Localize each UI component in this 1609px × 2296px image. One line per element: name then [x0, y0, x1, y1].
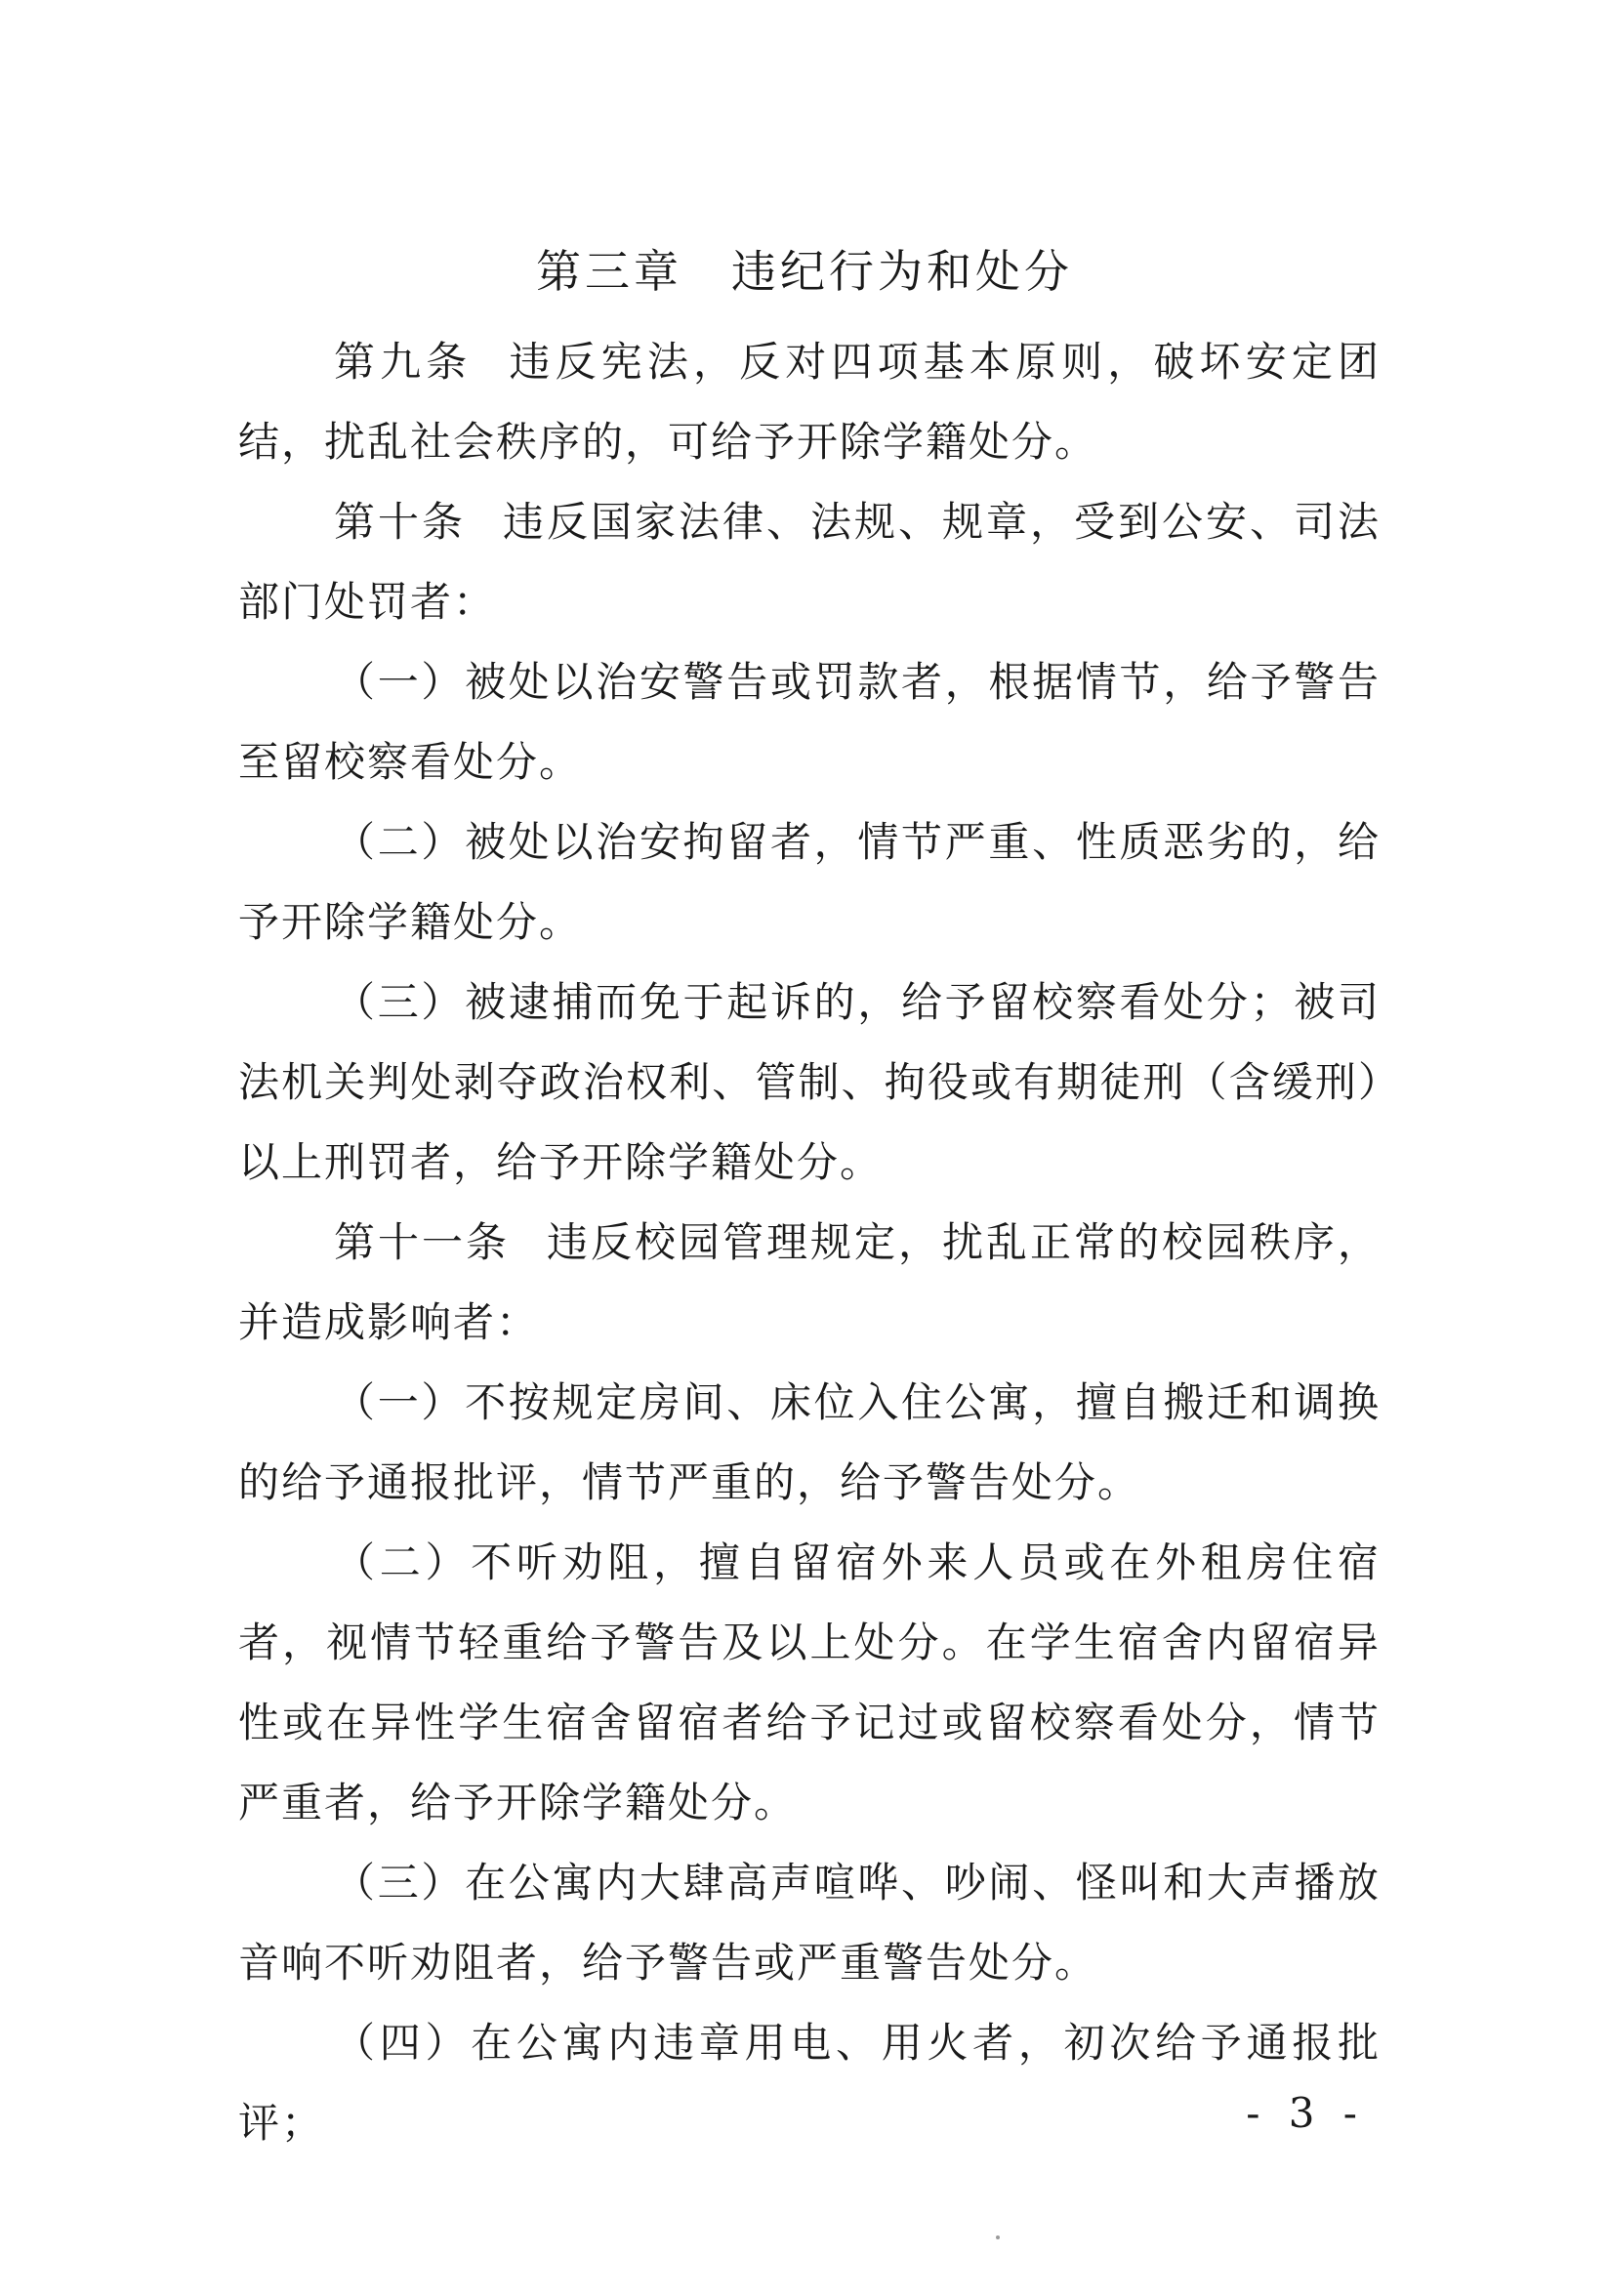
page-number: - 3 - [1246, 2089, 1365, 2137]
clause-paragraph [238, 1523, 1381, 1843]
article-paragraph-11 [238, 1203, 1381, 1363]
clause-text: （二）被处以治安拘留者，情节严重、性质恶劣的，给予开除学籍处分。 [238, 818, 1381, 946]
chapter-title: 第三章 违纪行为和处分 [536, 245, 1073, 298]
clause-text: （四）在公寓内违章用电、用火者，初次给予通报批评； [238, 2019, 1381, 2147]
article-text: 违反国家法律、法规、规章，受到公安、司法部门处罚者： [238, 498, 1381, 626]
article-text: 违反宪法，反对四项基本原则，破坏安定团结，扰乱社会秩序的，可给予开除学籍处分。 [238, 338, 1381, 466]
clause-text: （二）不听劝阻，擅自留宿外来人员或在外租房住宿者，视情节轻重给予警告及以上处分。在学生宿舍内留宿异性或在异性学生宿舍留宿者给予记过或留校察看处分，情节严重者，给予开除学籍处分。 [238, 1538, 1381, 1826]
clause-paragraph [238, 1843, 1381, 2003]
article-label: 第十条 [334, 498, 466, 546]
clause-text: （三）被逮捕而免于起诉的，给予留校察看处分；被司法机关判处剥夺政治权利、管制、拘役或有期徒刑（含缓刑）以上刑罚者，给予开除学籍处分。 [238, 978, 1381, 1186]
article-body [238, 322, 1381, 2163]
article-label: 第九条 [334, 338, 473, 386]
article-label: 第十一条 [334, 1218, 510, 1266]
clause-paragraph [238, 642, 1381, 802]
clause-text: （一）被处以治安警告或罚款者，根据情节，给予警告至留校察看处分。 [238, 658, 1381, 786]
clause-paragraph [238, 963, 1381, 1203]
clause-text: （一）不按规定房间、床位入住公寓，擅自搬迁和调换的给予通报批评，情节严重的，给予警告处分。 [238, 1378, 1381, 1506]
article-paragraph-9 [238, 322, 1381, 482]
scan-speck [996, 2235, 1000, 2239]
article-text: 违反校园管理规定，扰乱正常的校园秩序，并造成影响者： [238, 1218, 1381, 1346]
clause-paragraph [238, 1363, 1381, 1523]
clause-paragraph [238, 802, 1381, 963]
clause-paragraph [238, 2003, 1381, 2163]
article-paragraph-10 [238, 482, 1381, 642]
clause-text: （三）在公寓内大肆高声喧哗、吵闹、怪叫和大声播放音响不听劝阻者，给予警告或严重警告处分。 [238, 1859, 1381, 1987]
